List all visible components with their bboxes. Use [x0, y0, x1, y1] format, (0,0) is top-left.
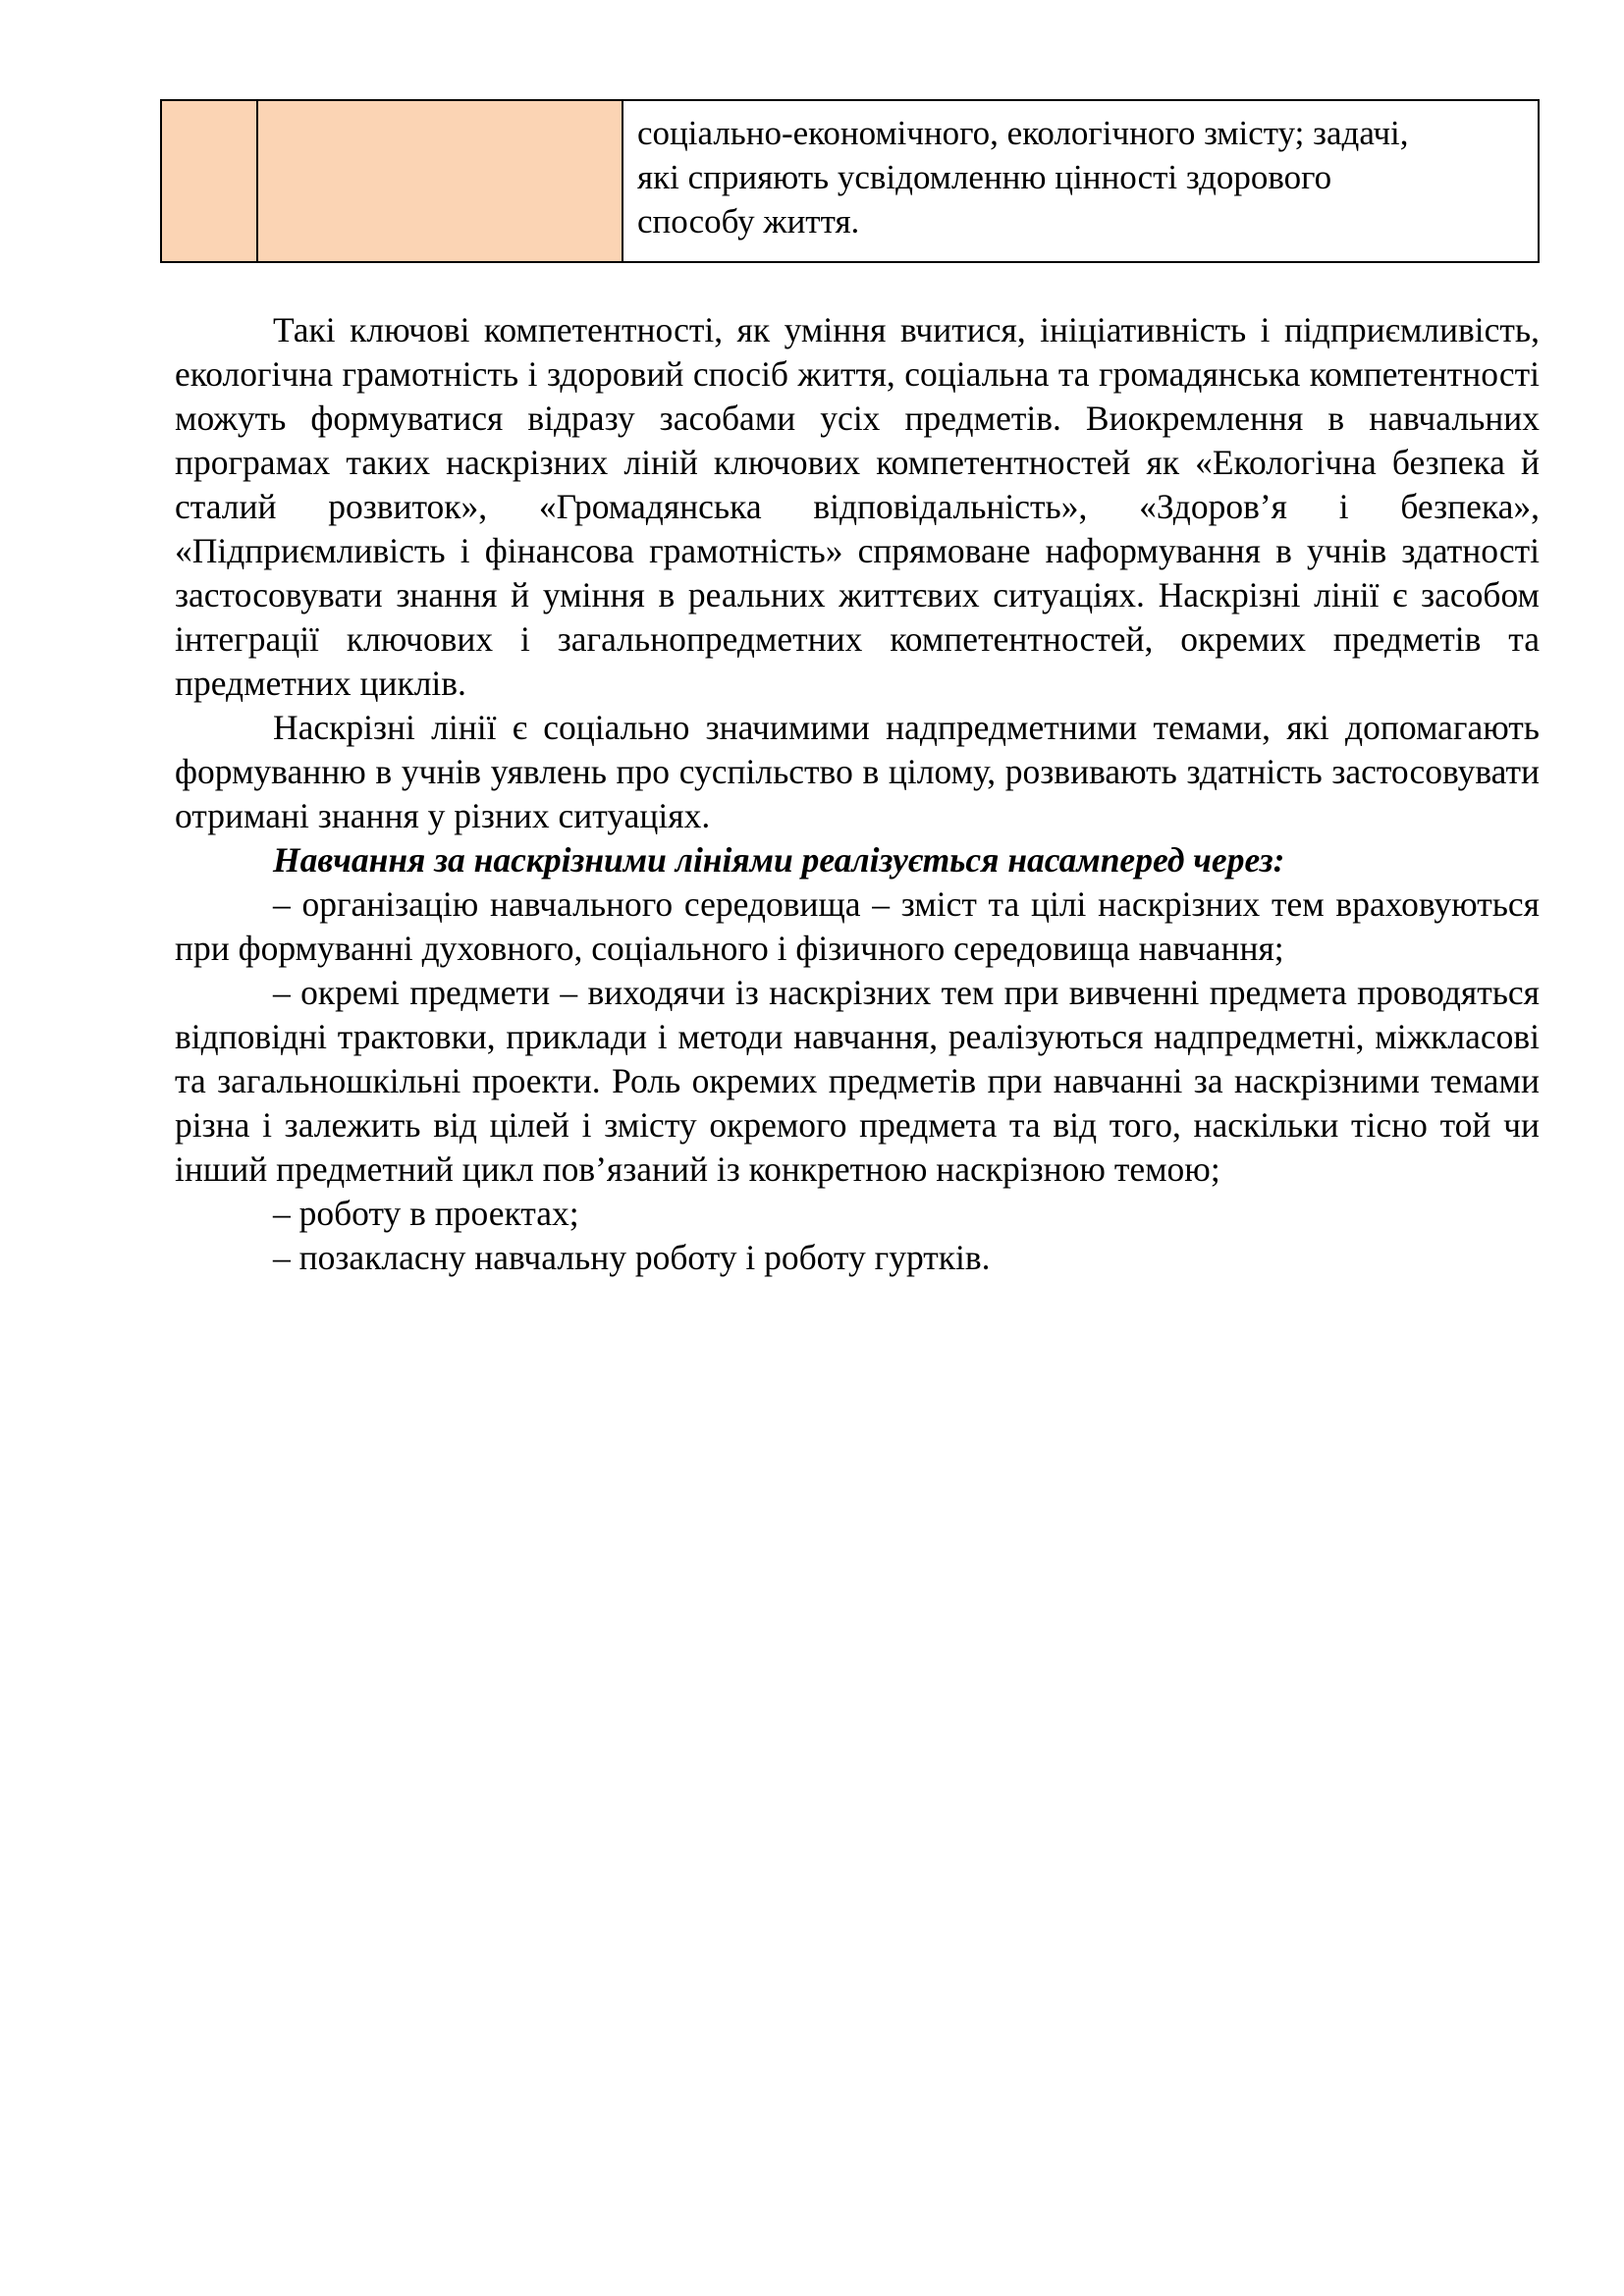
table-cell-line: способу життя. [637, 202, 860, 240]
competence-table-fragment [160, 99, 1540, 263]
body-text [175, 308, 1540, 1280]
table-cell-competence [257, 100, 623, 262]
paragraph-key-competences: Такі ключові компетентності, як уміння вчитися, ініціативність і підприємливість, екологічна грамотність і здоровий спосіб життя, соціальна та громадянська компетентності можуть формуватися відразу засобами усіх предметів. Виокремлення в навчальних програмах таких наскрізних ліній ключових компетентностей як «Екологічна безпека й сталий розвиток», «Громадянська відповідальність», «Здоров’я і безпека», «Підприємливість і фінансова грамотність» спрямоване наформування в учнів здатності застосовувати знання й уміння в реальних життєвих ситуаціях. Наскрізні лінії є засобом інтеграції ключових і загальнопредметних компетентностей, окремих предметів та предметних циклів. [175, 310, 1540, 703]
table-cell-line: які сприяють усвідомленню цінності здорового [637, 158, 1332, 196]
list-item: – окремі предмети – виходячи із наскрізних тем при вивченні предмета проводяться відповідні трактовки, приклади і методи навчання, реалізуються надпредметні, міжкласові та загальношкільні проекти. Роль окремих предметів при навчанні за наскрізними темами різна і залежить від цілей і змісту окремого предмета та від того, наскільки тісно той чи інший предметний цикл пов’язаний із конкретною наскрізною темою; [175, 973, 1540, 1189]
list-item: – позакласну навчальну роботу і роботу гуртків. [273, 1238, 991, 1277]
section-heading: Навчання за наскрізними лініями реалізується насамперед через: [273, 840, 1285, 880]
list-item: – роботу в проектах; [273, 1194, 579, 1233]
table-cell-line: соціально-економічного, екологічного змісту; задачі, [637, 114, 1409, 152]
list-item: – організацію навчального середовища – зміст та цілі наскрізних тем враховуються при формуванні духовного, соціального і фізичного середовища навчання; [175, 884, 1540, 968]
table-cell-description [623, 100, 1539, 262]
table-cell-number [161, 100, 257, 262]
table-row [161, 100, 1539, 262]
paragraph-crosscutting-lines: Наскрізні лінії є соціально значимими надпредметними темами, які допомагають формуванню в учнів уявлень про суспільство в цілому, розвивають здатність застосовувати отримані знання у різних ситуаціях. [175, 708, 1540, 835]
